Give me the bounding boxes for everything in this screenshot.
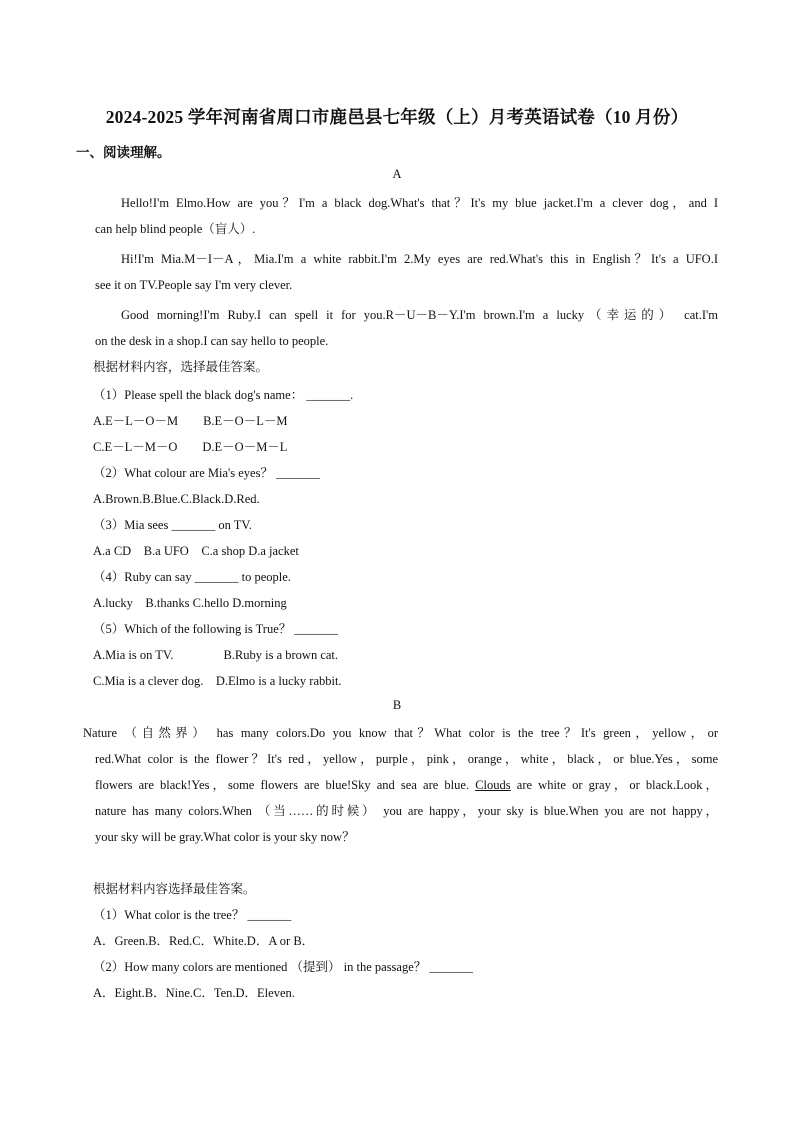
passage-a-line-2: can help blind people（盲人）.	[95, 222, 256, 236]
options-a-4: A.lucky B.thanks C.hello D.morning	[93, 596, 287, 610]
passage-b-line-4: nature has many colors.When （当……的时候） you are happy，your sky is blue.When you are not happy，	[95, 804, 718, 818]
part-b-label: B	[392, 698, 402, 712]
passage-b-line-1: Nature （自然界） has many colors.Do you know that？What color is the tree？It's green，yellow，or	[83, 726, 718, 740]
passage-a-line-3: Hi!I'm Mia.M－I－A，Mia.I'm a white rabbit.I'm 2.My eyes are red.What's this in English？It's a UFO.I	[121, 252, 718, 266]
exam-title: 2024-2025 学年河南省周口市鹿邑县七年级（上）月考英语试卷（10 月份）	[105, 107, 689, 127]
options-a-1-ab: A.E－L－O－M B.E－O－L－M	[93, 414, 288, 428]
options-a-2: A.Brown.B.Blue.C.Black.D.Red.	[93, 492, 260, 506]
question-b-2: （2）How many colors are mentioned （提到） in the passage？ _______	[93, 960, 474, 974]
section-heading: 一、阅读理解。	[76, 145, 171, 160]
part-a-instruction: 根据材料内容，选择最佳答案。	[93, 360, 269, 374]
passage-b-line-2: red.What color is the flower？It's red，yellow，purple，pink，orange，white，black，or blue.Yes，some	[95, 752, 718, 766]
part-a-label: A	[392, 167, 402, 181]
options-a-1-cd: C.E－L－M－O D.E－O－M－L	[93, 440, 288, 454]
clouds-underlined-word: Clouds	[475, 778, 511, 792]
passage-b-line-5: your sky will be gray.What color is your sky now？	[95, 830, 355, 844]
question-a-4: （4）Ruby can say _______ to people.	[93, 570, 291, 584]
passage-a-line-1: Hello!I'm Elmo.How are you？I'm a black dog.What's that？It's my blue jacket.I'm a clever dog，and I	[121, 196, 718, 210]
passage-a-line-5: Good morning!I'm Ruby.I can spell it for you.R－U－B－Y.I'm brown.I'm a lucky（幸运的） cat.I'm	[121, 308, 718, 322]
passage-a-line-6: on the desk in a shop.I can say hello to people.	[95, 334, 329, 348]
question-b-1: （1）What color is the tree？ _______	[93, 908, 292, 922]
passage-a-line-4: see it on TV.People say I'm very clever.	[95, 278, 293, 292]
question-a-3: （3）Mia sees _______ on TV.	[93, 518, 252, 532]
options-b-2: A．Eight.B．Nine.C．Ten.D．Eleven.	[93, 986, 295, 1000]
passage-b-line-3-start: flowers are black!Yes，some flowers are blue!Sky and sea are blue.	[95, 778, 470, 792]
passage-b-line-3	[95, 776, 718, 794]
options-b-1: A．Green.B．Red.C．White.D．A or B．	[93, 934, 315, 948]
question-a-1: （1）Please spell the black dog's name： _______.	[93, 388, 354, 402]
passage-b-line-3-end: are white or gray，or black.Look，	[510, 778, 718, 792]
question-a-5: （5）Which of the following is True？ _______	[93, 622, 339, 636]
question-a-2: （2）What colour are Mia's eyes？ _______	[93, 466, 320, 480]
options-a-3: A.a CD B.a UFO C.a shop D.a jacket	[93, 544, 299, 558]
part-b-instruction: 根据材料内容选择最佳答案。	[93, 882, 256, 896]
options-a-5-cd: C.Mia is a clever dog. D.Elmo is a lucky rabbit.	[93, 674, 342, 688]
options-a-5-ab: A.Mia is on TV. B.Ruby is a brown cat.	[93, 648, 339, 662]
